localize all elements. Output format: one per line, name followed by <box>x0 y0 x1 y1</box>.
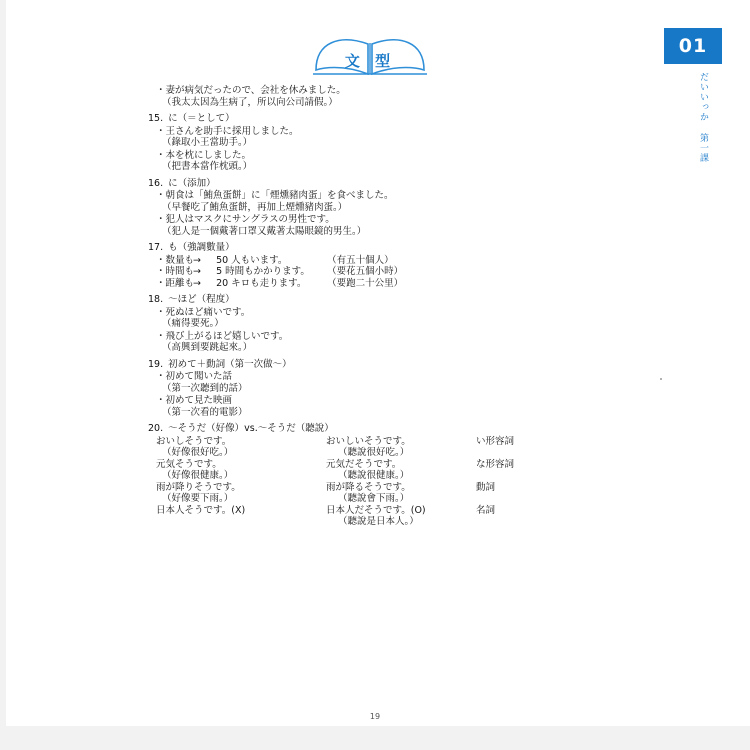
compare-col-a: （好像要下雨。） <box>162 493 234 504</box>
translation-line: （高興到要跳起來。） <box>162 342 253 353</box>
example-line: ・妻が病気だったので、会社を休みました。 <box>156 85 346 96</box>
compare-col-c: な形容詞 <box>476 458 515 470</box>
compare-col-c: 名詞 <box>476 504 496 516</box>
compare-col-c: い形容詞 <box>476 435 515 447</box>
compare-col-c: 動詞 <box>476 481 496 493</box>
compare-row <box>148 517 708 527</box>
example-line: ・初めて見た映画 <box>156 395 233 406</box>
translation-line: （早餐吃了鮪魚蛋餅，再加上煙燻豬肉蛋。） <box>162 201 348 213</box>
intro-block <box>148 86 708 107</box>
compare-col-c <box>488 471 598 481</box>
section-number: 15. <box>148 113 164 124</box>
section-number: 20. <box>148 423 164 434</box>
arrow-row <box>148 279 708 289</box>
section-heading <box>148 243 708 253</box>
translation-line: （第一次看的電影） <box>162 406 248 418</box>
compare-col-b: 元気だそうです。 <box>326 458 402 470</box>
translation-line: （第一次聽到的話） <box>162 382 248 394</box>
arrow-row-note: （要跑二十公里） <box>327 277 404 289</box>
section-number: 17. <box>148 242 164 253</box>
compare-col-a: おいしそうです。 <box>156 435 232 447</box>
arrow-row-label: ・時間も <box>156 266 195 277</box>
section-title: ～ほど（程度） <box>168 294 235 305</box>
chapter-vertical-label: だいいっか 第一課 <box>698 72 708 163</box>
compare-col-c <box>488 517 598 527</box>
compare-row <box>148 506 708 516</box>
arrow-row-label: ・数量も <box>156 254 195 266</box>
compare-col-c <box>488 448 598 458</box>
section-number: 16. <box>148 177 164 189</box>
section-heading <box>148 114 708 124</box>
section-15 <box>148 114 708 172</box>
page-title: 文 型 <box>344 52 396 70</box>
translation-line: （痛得要死。） <box>162 318 224 329</box>
compare-col-b: 雨が降るそうです。 <box>326 481 411 493</box>
section-title: ～そうだ（好像）vs.～そうだ（聽說） <box>168 423 334 434</box>
example-line: ・朝食は「鮪魚蛋餅」に「煙燻豬肉蛋」を食べました。 <box>156 190 394 201</box>
section-heading <box>148 424 708 434</box>
page-number: 19 <box>369 712 381 721</box>
arrow-row-value: 20 キロも走ります。 <box>216 277 307 289</box>
compare-row <box>148 483 708 493</box>
section-19 <box>148 360 708 418</box>
section-17 <box>148 243 708 288</box>
section-title: 初めて＋動詞（第一次做～） <box>168 358 292 370</box>
section-heading <box>148 295 708 305</box>
compare-row <box>148 460 708 470</box>
section-number: 18. <box>148 294 164 305</box>
compare-col-b: （聽說會下雨。） <box>338 493 410 504</box>
compare-col-a: （好像很好吃。） <box>162 447 234 458</box>
chapter-number: 01 <box>678 35 708 57</box>
example-line: ・飛び上がるほど嬉しいです。 <box>156 330 289 342</box>
compare-col-a <box>156 517 332 527</box>
compare-col-b: おいしいそうです。 <box>326 435 411 447</box>
section-18 <box>148 295 708 353</box>
arrow-row-value: 5 時間もかかります。 <box>216 266 310 277</box>
arrow-icon: → <box>193 254 201 266</box>
compare-col-a: 雨が降りそうです。 <box>156 481 241 493</box>
translation-line: （把書本當作枕頭。） <box>162 161 253 172</box>
compare-col-a: （好像很健康。） <box>162 470 234 481</box>
example-line: ・初めて聞いた話 <box>156 371 233 382</box>
section-20 <box>148 424 708 527</box>
compare-row <box>148 437 708 447</box>
compare-col-b: 日本人だそうです。(O) <box>326 504 426 516</box>
section-16 <box>148 179 708 237</box>
arrow-row <box>148 256 708 266</box>
arrow-row-label: ・距離も <box>156 277 195 289</box>
section-title: に（＝として） <box>168 113 235 124</box>
section-heading <box>148 179 708 189</box>
compare-col-a: 日本人そうです。(X) <box>156 504 246 516</box>
arrow-icon: → <box>193 266 201 277</box>
arrow-row-note: （有五十個人） <box>327 254 394 266</box>
arrow-icon: → <box>193 277 201 289</box>
arrow-row-note: （要花五個小時） <box>327 266 404 277</box>
example-line: ・死ぬほど痛いです。 <box>156 306 251 318</box>
compare-col-c <box>488 494 598 504</box>
arrow-row <box>148 267 708 277</box>
compare-col-b: （聽說很健康。） <box>338 470 410 481</box>
page-edge-left <box>0 0 6 750</box>
compare-col-a: 元気そうです。 <box>156 458 222 470</box>
example-line: ・王さんを助手に採用しました。 <box>156 125 299 137</box>
translation-line: （錄取小王當助手。） <box>162 137 253 148</box>
chapter-number-badge <box>664 28 722 64</box>
section-heading <box>148 360 708 370</box>
translation-line: （犯人是一個戴著口罩又戴著太陽眼鏡的男生。） <box>162 225 367 237</box>
page-edge-bottom <box>0 726 750 750</box>
section-title: に（添加） <box>168 177 216 189</box>
compare-col-b: （聽說是日本人。） <box>338 516 419 527</box>
section-number: 19. <box>148 358 164 370</box>
example-line: ・本を枕にしました。 <box>156 149 252 161</box>
translation-line: （我太太因為生病了，所以向公司請假。） <box>162 96 338 108</box>
section-title: も（強調數量） <box>168 242 235 253</box>
example-line: ・犯人はマスクにサングラスの男性です。 <box>156 214 335 225</box>
compare-row <box>148 494 708 504</box>
compare-row <box>148 471 708 481</box>
document-body <box>148 86 708 534</box>
compare-row <box>148 448 708 458</box>
arrow-row-value: 50 人もいます。 <box>216 254 288 266</box>
compare-col-b: （聽說很好吃。） <box>338 447 410 458</box>
